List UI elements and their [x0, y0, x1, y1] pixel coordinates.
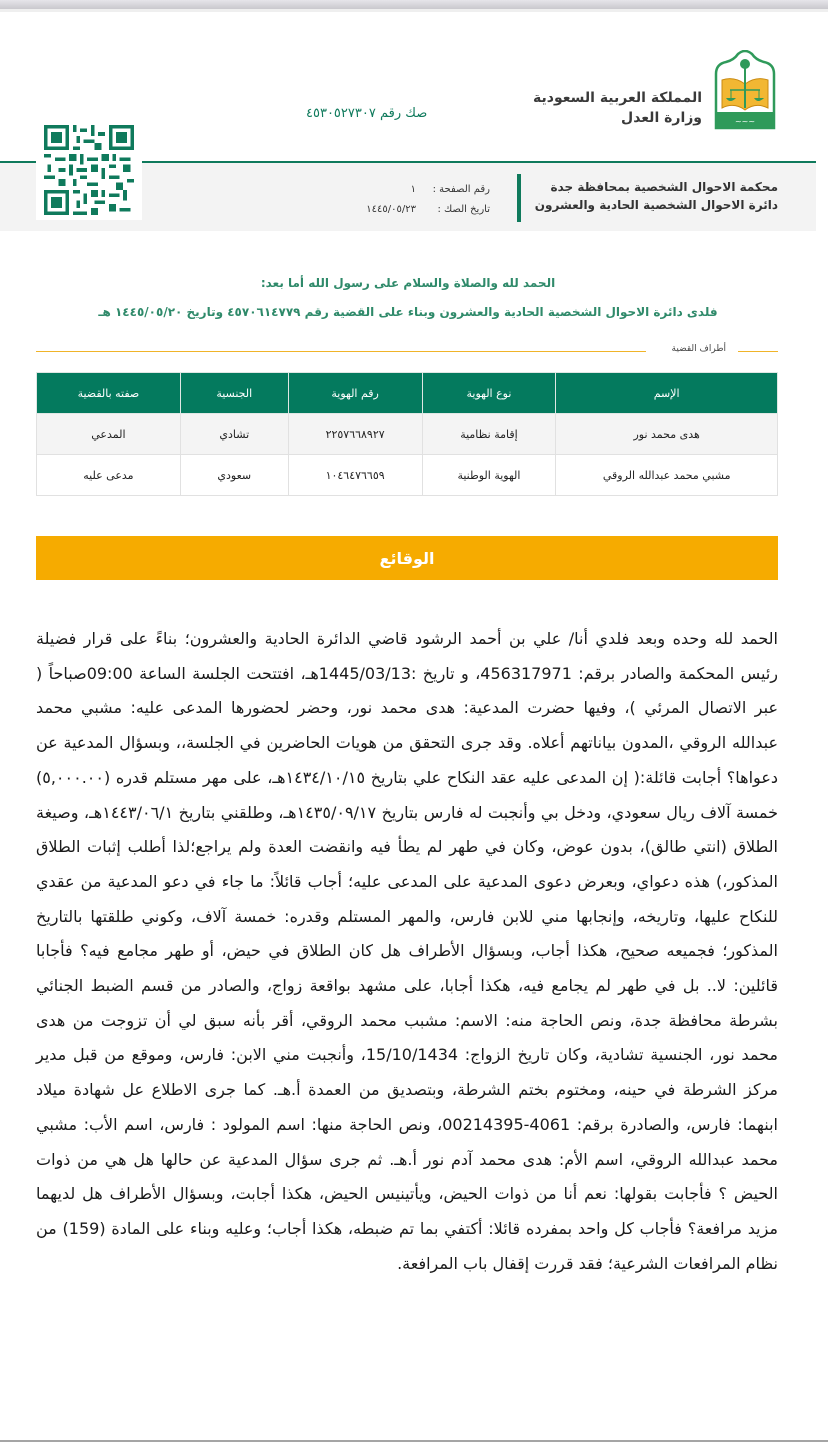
- col-nationality: الجنسية: [180, 373, 288, 414]
- court-circuit: دائرة الاحوال الشخصية الحادية والعشرون: [534, 198, 778, 212]
- kingdom-title: المملكة العربية السعودية: [533, 90, 702, 106]
- preamble-praise: الحمد لله والصلاة والسلام على رسول الله أما بعد:: [260, 276, 556, 290]
- heading-rule-right: [738, 351, 778, 352]
- page-number-value: ١: [410, 184, 416, 195]
- parties-table: [36, 372, 778, 496]
- ministry-title: وزارة العدل: [621, 110, 702, 126]
- cell-id-number: ٢٢٥٧٦٦٨٩٢٧: [288, 414, 422, 455]
- table-row: [37, 455, 778, 496]
- heading-rule-left: [36, 351, 646, 352]
- window-top-strip: [0, 0, 828, 9]
- table-row: [37, 414, 778, 455]
- qr-code-icon: [44, 125, 134, 215]
- col-id-type: نوع الهوية: [422, 373, 556, 414]
- cell-id-type: الهوية الوطنية: [422, 455, 556, 496]
- deed-date-row: [366, 200, 490, 220]
- deed-number-label: صك رقم: [379, 106, 428, 121]
- court-info-separator: [517, 174, 521, 222]
- svg-text:~~~: ~~~: [734, 117, 756, 126]
- cell-name: مشبي محمد عبدالله الروقي: [556, 455, 778, 496]
- deed-meta: [366, 180, 490, 220]
- court-info: [535, 178, 778, 214]
- facts-title: الوقائع: [379, 548, 435, 568]
- cell-nationality: تشادي: [180, 414, 288, 455]
- cell-id-type: إقامة نظامية: [422, 414, 556, 455]
- parties-title: أطراف القضية: [671, 344, 726, 354]
- cell-nationality: سعودي: [180, 455, 288, 496]
- facts-paragraph: الحمد لله وحده وبعد فلدي أنا/ علي بن أحمد الرشود قاضي الدائرة الحادية والعشرون؛ بناءً على قرار فضيلة رئيس المحكمة والصادر برقم: 456317971، و تاريخ :1445/03/13هـ، افتتحت الجلسة الساعة 09:00صباحاً ( عبر الاتصال المرئي )، وفيها حضرت المدعية: هدى محمد نور، وحضر لحضورها المدعى عليه: مشبي محمد عبدالله الروقي ،المدون بياناتهم أعلاه. وقد جرى التحقق من هويات الحاضرين في الجلسة،، وبسؤال المدعية عن دعواها؟ أجابت قائلة:( إن المدعى عليه عقد النكاح علي بتاريخ ١٤٣٤/١٠/١٥هـ، على مهر مستلم قدره (٥,٠٠٠.٠٠) خمسة آلاف ريال سعودي، ودخل بي وأنجبت له فارس بتاريخ ١٤٣٥/٠٩/١٧هـ، وطلقني بتاريخ ١٤٤٣/٠٦/١هـ، وصيغة الطلاق (انتي طالق)، بدون عوض، وكان في طهر لم يطأ فيه وانقضت العدة ولم يراجع؛لذا أطلب إثبات الطلاق المذكور،) هذه دعواي، وبعرض دعوى المدعية على المدعى عليه؛ أجاب قائلاً: ما جاء في دعو المدعية من عقدي للنكاح عليها، وتاريخه، وإنجابها مني للابن فارس، والمهر المستلم وقدره: خمسة آلاف، وكوني طلقتها بالتاريخ المذكور؛ فجميعه صحيح، هكذا أجاب، وبسؤال الأطراف هل كان الطلاق في حيض، أو طهر مجامع فيه؟ فأجابا قائلين: لا.. بل في طهر لم يجامع فيه، هكذا أجابا، على مشهد بواقعة زواج، والصادر من قسم الضبط الجنائي بشرطة محافظة جدة، ونص الحاجة منه: الاسم: مشبب محمد الروقي، أقر بأنه سبق لي أن تزوجت من هدى محمد نور، الجنسية تشادية، وكان تاريخ الزواج: 15/10/1434، وأنجبت مني الابن: فارس، وموقع من قبل مدير مركز الشرطة في حينه، ومختوم بختم الشرطة، وبتصديق من العمدة أ.هـ. كما جرى الاطلاع عل شهادة ميلاد ابنهما: فارس، والصادرة برقم: 4061-00214395، ونص الحاجة منها: اسم المولود : فارس، اسم الأب: مشبي محمد عبدالله الروقي، اسم الأم: هدى محمد آدم نور أ.هـ. ثم جرى سؤال المدعية عن حالها هل هي من ذوات الحيض ؟ فأجابت بقولها: نعم أنا من ذوات الحيض، ويأتينيس الحيض، هكذا أجابت، وبسؤال الأطراف هل لديهما مزيد مرافعة؟ فأجاب كل واحد بمفرده قائلا: أكتفي بما تم ضبطه، هكذا أجاب؛ وعليه وبناء على المادة (159) من نظام المرافعات الشرعية؛ فقد قررت إقفال باب المرافعة.: [36, 629, 779, 1273]
- deed-date-label: تاريخ الصك :: [437, 204, 490, 215]
- col-name: الإسم: [556, 373, 778, 414]
- parties-table-header: [37, 373, 778, 414]
- col-role: صفته بالقضية: [37, 373, 181, 414]
- col-id-number: رقم الهوية: [288, 373, 422, 414]
- facts-body: [36, 622, 778, 1281]
- deed-number-value: ٤٥٣٠٥٢٧٣٠٧: [306, 106, 376, 121]
- cell-id-number: ١٠٤٦٤٧٦٦٥٩: [288, 455, 422, 496]
- page-number-label: رقم الصفحة :: [432, 184, 490, 195]
- qr-code-container[interactable]: [36, 120, 142, 220]
- ministry-of-justice-emblem-icon: [712, 50, 778, 130]
- preamble-intro: فلدى دائرة الاحوال الشخصية الحادية والعشرون وبناء على القضية رقم ٤٥٧٠٦١٤٧٧٩ وتاريخ ١٤٤٥/٠٥/٢٠ هـ: [98, 305, 718, 319]
- facts-section-header: [36, 536, 778, 580]
- parties-section-heading: [36, 343, 778, 359]
- cell-role: المدعي: [37, 414, 181, 455]
- cell-name: هدى محمد نور: [556, 414, 778, 455]
- court-name: محكمة الاحوال الشخصية بمحافظة جدة: [550, 180, 778, 194]
- deed-date-value: ١٤٤٥/٠٥/٢٣: [366, 204, 416, 215]
- page-number-row: [366, 180, 490, 200]
- cell-role: مدعى عليه: [37, 455, 181, 496]
- deed-number: [306, 106, 427, 121]
